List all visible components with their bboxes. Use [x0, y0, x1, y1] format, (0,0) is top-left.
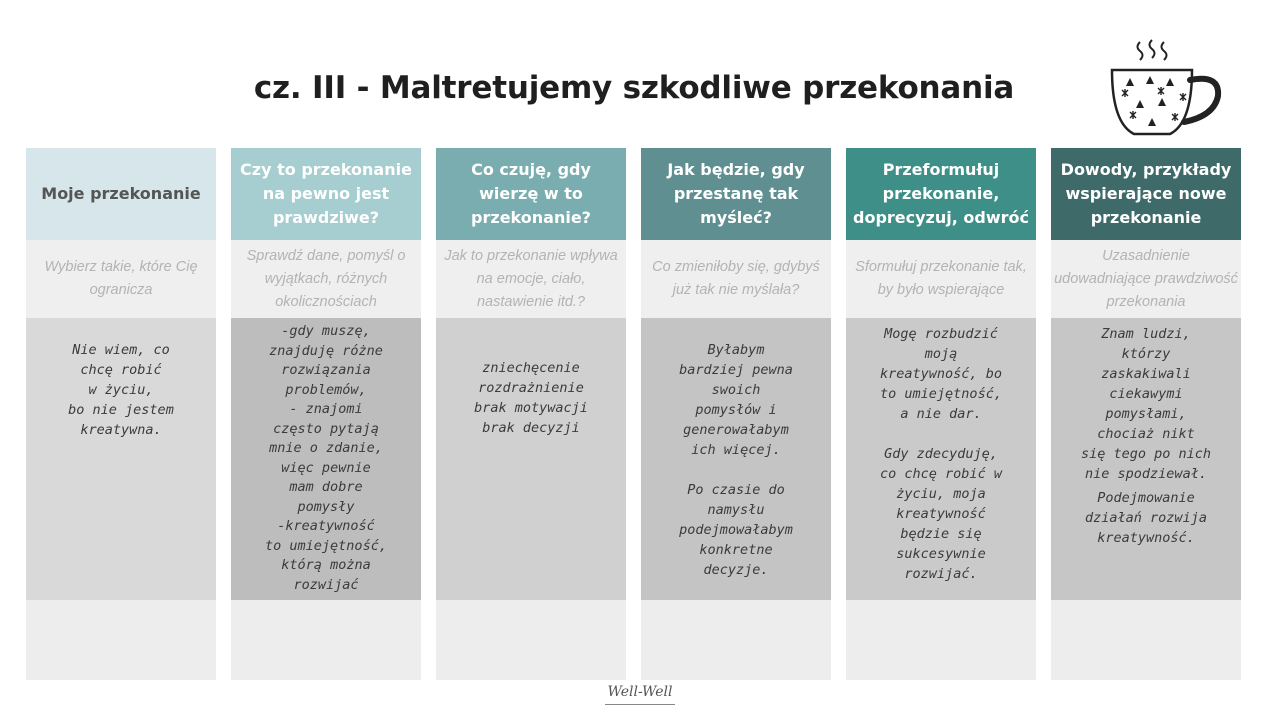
column-header: Co czuję, gdy wierzę w to przekonanie?: [436, 148, 626, 240]
column-my-belief: [26, 148, 216, 680]
column-notes: [436, 318, 626, 600]
column-notes: [26, 318, 216, 600]
column-hint: Wybierz takie, które Cię ogranicza: [26, 240, 216, 318]
column-is-it-true: [231, 148, 421, 680]
column-evidence: [1051, 148, 1241, 680]
column-header: Moje przekonanie: [26, 148, 216, 240]
column-footer: [846, 600, 1036, 680]
column-footer: [1051, 600, 1241, 680]
column-header: Jak będzie, gdy przestanę tak myśleć?: [641, 148, 831, 240]
column-hint: Sprawdź dane, pomyśl o wyjątkach, różnych okolicznościach: [231, 240, 421, 318]
column-footer: [436, 600, 626, 680]
handwritten-note: Po czasie do namysłu podejmowałabym konkretne decyzje.: [679, 482, 793, 578]
handwritten-note: Znam ludzi, którzy zaskakiwali ciekawymi pomysłami, chociaż nikt się tego po nich nie spodziewał.: [1080, 326, 1212, 482]
handwritten-note: Mogę rozbudzić moją kreatywność, bo to umiejętność, a nie dar.: [880, 326, 1002, 422]
column-feelings: [436, 148, 626, 680]
column-future: [641, 148, 831, 680]
brand-logo: [598, 683, 682, 717]
page-title: cz. III - Maltretujemy szkodliwe przekonania: [253, 70, 1015, 106]
column-reframe: [846, 148, 1036, 680]
column-header: Czy to przekonanie na pewno jest prawdziwe?: [231, 148, 421, 240]
column-hint: Sformułuj przekonanie tak, by było wspierające: [846, 240, 1036, 318]
column-header: Dowody, przykłady wspierające nowe przekonanie: [1051, 148, 1241, 240]
column-notes: [641, 318, 831, 600]
column-hint: Co zmieniłoby się, gdybyś już tak nie myślała?: [641, 240, 831, 318]
column-notes: [1051, 318, 1241, 600]
logo-underline: [605, 704, 675, 705]
column-hint: Uzasadnienie udowadniające prawdziwość przekonania: [1051, 240, 1241, 318]
handwritten-note: Gdy zdecyduję, co chcę robić w życiu, moja kreatywność będzie się sukcesywnie rozwijać.: [880, 446, 1002, 582]
column-hint: Jak to przekonanie wpływa na emocje, ciało, nastawienie itd.?: [436, 240, 626, 318]
column-footer: [26, 600, 216, 680]
column-notes: [846, 318, 1036, 600]
handwritten-note: zniechęcenie rozdrażnienie brak motywacji brak decyzji: [474, 360, 588, 436]
handwritten-note: Byłabym bardziej pewna swoich pomysłów i generowałabym ich więcej.: [679, 342, 793, 458]
column-footer: [641, 600, 831, 680]
handwritten-note: Podejmowanie działań rozwija kreatywność.: [1085, 490, 1207, 546]
logo-text: Well-Well: [607, 684, 673, 700]
handwritten-note: -gdy muszę, znajduję różne rozwiązania problemów, - znajomi często pytają mnie o zdanie, więc pewnie mam dobre pomysły -kreatywność to umiejętność, którą można rozwijać: [265, 323, 387, 593]
column-footer: [231, 600, 421, 680]
handwritten-note: Nie wiem, co chcę robić w życiu, bo nie jestem kreatywna.: [68, 342, 174, 438]
column-notes: [231, 318, 421, 600]
column-header: Przeformułuj przekonanie, doprecyzuj, odwróć: [846, 148, 1036, 240]
